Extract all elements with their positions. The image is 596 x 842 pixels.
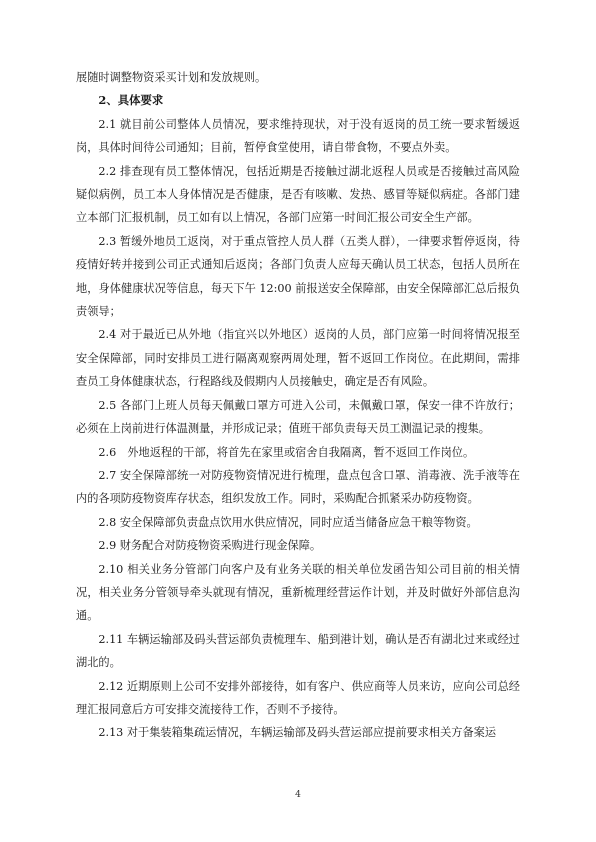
paragraph-2-1: 2.1 就目前公司整体人员情况，要求维持现状，对于没有返岗的员工统一要求暂缓返岗，具体时间待公司通知；目前，暂停食堂使用，请自带食物，不要点外卖。 bbox=[76, 117, 520, 155]
document-page bbox=[76, 66, 520, 745]
paragraph-2-13: 2.13 对于集装箱集疏运情况，车辆运输部及码头营运部应提前要求相关方备案运 bbox=[98, 726, 497, 740]
page-number: 4 bbox=[295, 790, 301, 800]
paragraph-2-11: 2.11 车辆运输部及码头营运部负责梳理车、船到港计划，确认是否有湖北过来或经过湖北的。 bbox=[76, 632, 520, 670]
paragraph-2-9: 2.9 财务配合对防疫物资采购进行现金保障。 bbox=[98, 539, 322, 553]
paragraph-2-7: 2.7 安全保障部统一对防疫物资情况进行梳理，盘点包含口罩、消毒液、洗手液等在内的各项防疫物资库存状态，组织发放工作。同时，采购配合抓紧采办防疫物资。 bbox=[76, 468, 520, 506]
section-heading: 2、具体要求 bbox=[98, 93, 164, 108]
paragraph-2-12: 2.12 近期原则上公司不安排外部接待，如有客户、供应商等人员来访，应向公司总经理汇报同意后方可安排交流接待工作，否则不予接待。 bbox=[76, 679, 520, 716]
paragraph-2-8: 2.8 安全保障部负责盘点饮用水供应情况，同时应适当储备应急干粮等物资。 bbox=[98, 515, 478, 529]
paragraph-2-6: 2.6 外地返程的干部，将首先在家里或宿舍自我隔离，暂不返回工作岗位。 bbox=[98, 445, 475, 459]
paragraph-2-5: 2.5 各部门上班人员每天佩戴口罩方可进入公司，未佩戴口罩，保安一律不许放行；必须在上岗前进行体温测量，并形成记录；值班干部负责每天员工测温记录的搜集。 bbox=[76, 398, 520, 436]
continuation-text: 展随时调整物资采买计划和发放规则。 bbox=[76, 71, 267, 84]
paragraph-2-4: 2.4 对于最近已从外地（指宜兴以外地区）返岗的人员，部门应第一时间将情况报至安全保障部，同时安排员工进行隔离观察两周处理，暂不返回工作岗位。在此期间，需排查员工身体健康状态，行程路线及假期内人员接触史，确定是否有风险。 bbox=[76, 328, 520, 389]
paragraph-2-3: 2.3 暂缓外地员工返岗，对于重点管控人员人群（五类人群），一律要求暂停返岗，待疫情好转并接到公司正式通知后返岗；各部门负责人应每天确认员工状态，包括人员所在地，身体健康状况等信息，每天下午 12:00 前报送安全保障部，由安全保障部汇总后报负责领导； bbox=[76, 234, 520, 319]
paragraph-2-10: 2.10 相关业务分管部门向客户及有业务关联的相关单位发函告知公司目前的相关情况，相关业务分管领导牵头就现有情况，重新梳理经营运作计划，并及时做好外部信息沟通。 bbox=[76, 562, 520, 623]
paragraph-2-2: 2.2 排查现有员工整体情况，包括近期是否接触过湖北返程人员或是否接触过高风险疑似病例，员工本人身体情况是否健康，是否有咳嗽、发热、感冒等疑似病症。各部门建立本部门汇报机制，员工如有以上情况，各部门应第一时间汇报公司安全生产部。 bbox=[76, 164, 520, 225]
